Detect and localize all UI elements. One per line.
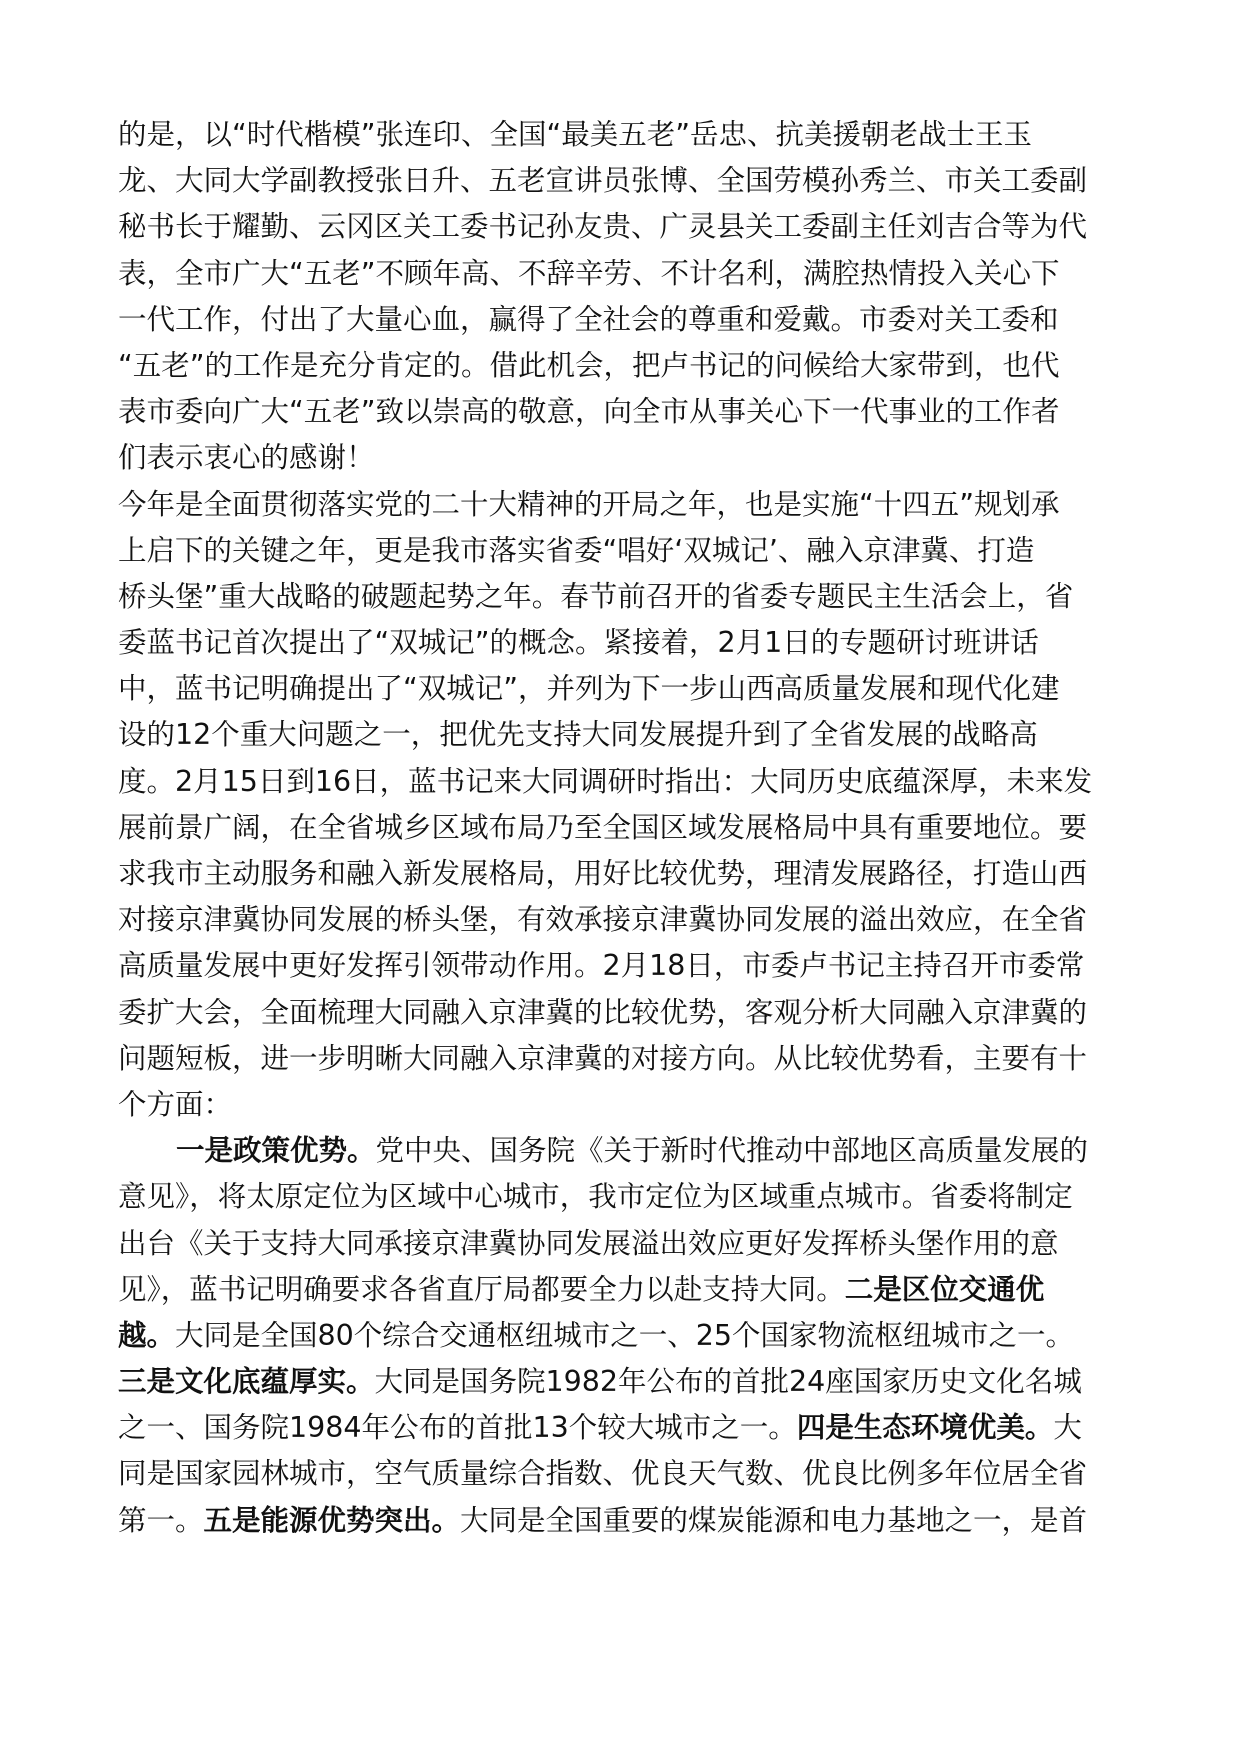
- advantage-heading: 三是文化底蕴厚实。: [118, 1365, 375, 1399]
- text-span: 大同是全国重要的煤炭能源和电力基地之一，是首: [460, 1503, 1088, 1537]
- text-span: 大: [1053, 1411, 1082, 1445]
- text-line: 的是，以“时代楷模”张连印、全国“最美五老”岳忠、抗美援朝老战士王玉: [118, 118, 1033, 151]
- text-span: 第一。: [118, 1503, 204, 1537]
- text-line: 意见》，将太原定位为区域中心城市，我市定位为区域重点城市。省委将制定: [118, 1180, 1073, 1214]
- text-line: 龙、大同大学副教授张日升、五老宣讲员张博、全国劳模孙秀兰、市关工委副: [118, 164, 1088, 198]
- text-line: 中，蓝书记明确提出了“双城记”，并列为下一步山西高质量发展和现代化建: [118, 672, 1060, 706]
- advantage-heading: 一是政策优势。: [176, 1134, 376, 1168]
- text-line: 一代工作，付出了大量心血，赢得了全社会的尊重和爱戴。市委对关工委和: [118, 302, 1059, 336]
- text-line: “五老”的工作是充分肯定的。借此机会，把卢书记的问候给大家带到，也代: [118, 348, 1060, 382]
- text-line: 求我市主动服务和融入新发展格局，用好比较优势，理清发展路径，打造山西: [118, 857, 1088, 890]
- text-line: 设的12个重大问题之一，把优先支持大同发展提升到了全省发展的战略高: [118, 718, 1038, 752]
- text-line: [118, 1359, 1130, 1405]
- text-line: [118, 1498, 1130, 1544]
- text-line: 表，全市广大“五老”不顾年高、不辞辛劳、不计名利，满腔热情投入关心下: [118, 256, 1060, 290]
- text-line: 高质量发展中更好发挥引领带动作用。2月18日，市委卢书记主持召开市委常: [118, 949, 1085, 983]
- advantage-heading: 五是能源优势突出。: [203, 1503, 461, 1537]
- text-line: [118, 1267, 1130, 1313]
- text-line: 秘书长于耀勤、云冈区关工委书记孙友贵、广灵县关工委副主任刘吉合等为代: [118, 210, 1088, 244]
- text-line: 上启下的关键之年，更是我市落实省委“唱好‘双城记’、融入京津冀、打造: [118, 533, 1035, 567]
- text-line: 对接京津冀协同发展的桥头堡，有效承接京津冀协同发展的溢出效应，在全省: [118, 903, 1088, 937]
- text-line: 委扩大会，全面梳理大同融入京津冀的比较优势，客观分析大同融入京津冀的: [118, 995, 1088, 1029]
- advantage-heading: 越。: [118, 1318, 176, 1352]
- text-span: 之一、国务院1984年公布的首批13个较大城市之一。: [118, 1411, 797, 1445]
- text-line: 问题短板，进一步明晰大同融入京津冀的对接方向。从比较优势看，主要有十: [118, 1041, 1088, 1075]
- text-line: 们表示衷心的感谢！: [118, 441, 375, 475]
- advantage-heading: 二是区位交通优: [844, 1272, 1045, 1306]
- text-line: 同是国家园林城市，空气质量综合指数、优良天气数、优良比例多年位居全省: [118, 1457, 1088, 1491]
- paragraph-advantages: [118, 1128, 1130, 1544]
- text-line: 展前景广阔，在全省城乡区域布局乃至全国区域发展格局中具有重要地位。要: [118, 810, 1088, 844]
- text-line: 度。2月15日到16日，蓝书记来大同调研时指出：大同历史底蕴深厚，未来发: [118, 764, 1093, 798]
- text-line: 表市委向广大“五老”致以崇高的敬意，向全市从事关心下一代事业的工作者: [118, 395, 1060, 429]
- text-line: 桥头堡”重大战略的破题起势之年。春节前召开的省委专题民主生活会上，省: [118, 579, 1074, 613]
- text-line: [118, 1128, 1130, 1174]
- text-line: 出台《关于支持大同承接京津冀协同发展溢出效应更好发挥桥头堡作用的意: [118, 1226, 1059, 1260]
- text-span: 大同是全国80个综合交通枢纽城市之一、25个国家物流枢纽城市之一。: [175, 1318, 1075, 1352]
- text-span: 见》，蓝书记明确要求各省直厅局都要全力以赴支持大同。: [118, 1272, 845, 1306]
- paragraph-strategy: [118, 482, 1130, 1129]
- document-body: [118, 112, 1130, 1544]
- text-line: 个方面：: [118, 1087, 233, 1121]
- paragraph-tribute: [118, 112, 1130, 482]
- text-line: 今年是全面贯彻落实党的二十大精神的开局之年，也是实施“十四五”规划承: [118, 487, 1060, 521]
- text-line: [118, 1405, 1130, 1451]
- advantage-heading: 四是生态环境优美。: [796, 1411, 1054, 1445]
- text-span: 大同是国务院1982年公布的首批24座国家历史文化名城: [374, 1365, 1082, 1399]
- text-line: [118, 1313, 1130, 1359]
- text-span: 党中央、国务院《关于新时代推动中部地区高质量发展的: [375, 1134, 1089, 1168]
- text-line: 委蓝书记首次提出了“双城记”的概念。紧接着，2月1日的专题研讨班讲话: [118, 626, 1039, 660]
